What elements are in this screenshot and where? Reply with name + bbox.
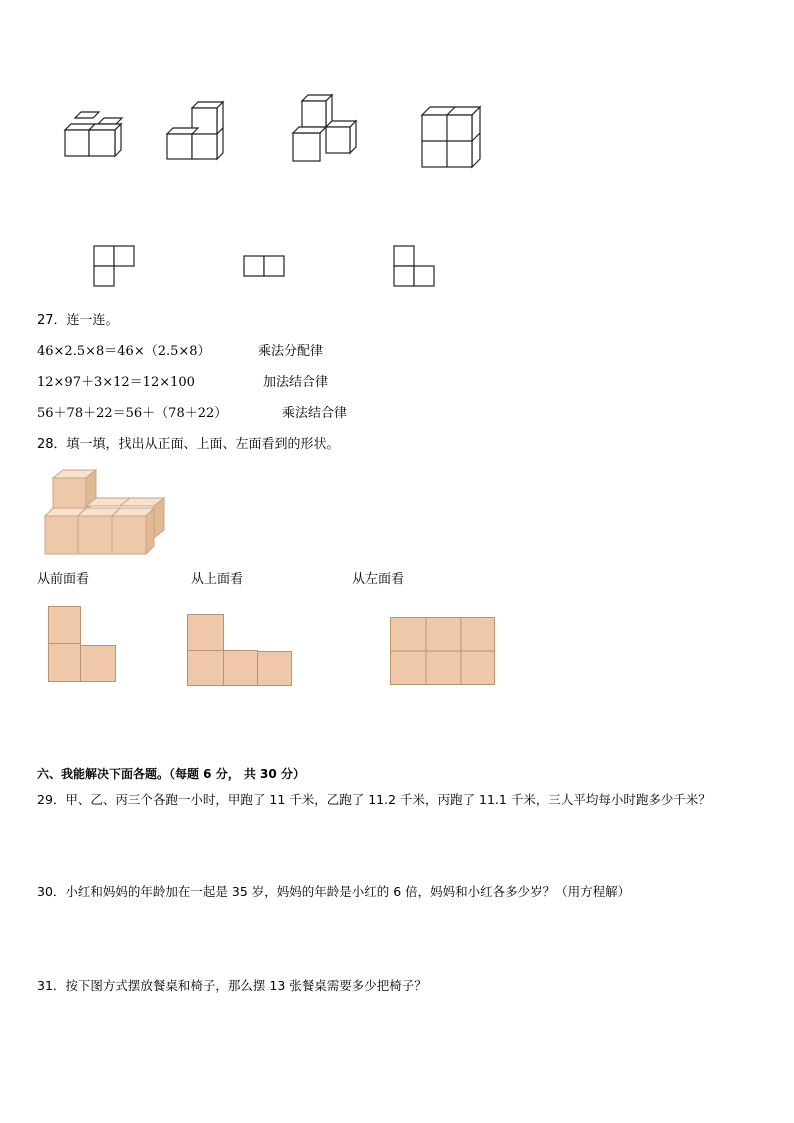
q27-title: 27．连一连。 [37,313,119,328]
q27-right-2: 加法结合律 [263,375,329,390]
q28-title: 28．填一填，找出从正面、上面、左面看到的形状。 [37,437,340,452]
top-view-shape [187,614,295,690]
q27-right-1: 乘法分配律 [258,344,324,359]
front-view-shape [48,606,120,686]
view-shape-1 [94,246,139,288]
peach-cube-solid [42,468,172,558]
view-shape-2 [244,256,289,278]
cube-solid-1 [60,110,130,160]
view-shape-3 [394,246,439,288]
q29-text: 29．甲、乙、丙三个各跑一小时，甲跑了 11 千米，乙跑了 11.2 千米，丙跑了 11.1 千米，三人平均每小时跑多少千米？ [37,792,711,807]
left-view-shape [390,617,498,689]
section6-heading: 六、我能解决下面各题。（每题 6 分， 共 30 分） [37,767,305,781]
q27-right-3: 乘法结合律 [282,406,348,421]
q27-left-3: 56＋78＋22＝56＋（78＋22） [37,406,228,421]
cube-solid-2 [165,100,235,160]
view-label-left: 从左面看 [352,572,405,587]
cube-solid-3 [290,93,365,163]
view-label-top: 从上面看 [191,572,244,587]
q31-text: 31．按下图方式摆放餐桌和椅子，那么摆 13 张餐桌需要多少把椅子？ [37,978,427,993]
q30-text: 30．小红和妈妈的年龄加在一起是 35 岁，妈妈的年龄是小红的 6 倍，妈妈和小红各多少岁？（用方程解） [37,884,631,899]
cube-solid-4 [420,105,485,170]
q27-left-2: 12×97＋3×12＝12×100 [37,375,195,390]
q27-left-1: 46×2.5×8＝46×（2.5×8） [37,344,211,359]
view-label-front: 从前面看 [37,572,90,587]
